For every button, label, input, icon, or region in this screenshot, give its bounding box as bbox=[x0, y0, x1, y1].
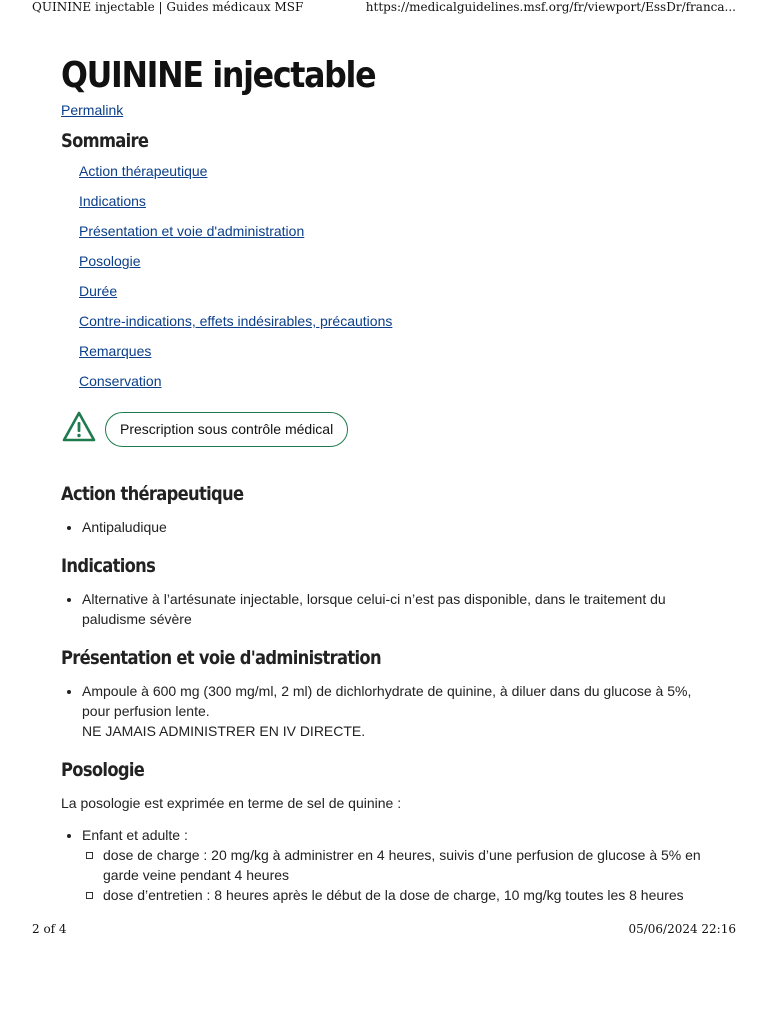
action-list bbox=[61, 517, 721, 537]
section-heading-action: Action thérapeutique bbox=[61, 483, 244, 505]
toc-item bbox=[79, 246, 721, 276]
toc-link-action[interactable]: Action thérapeutique bbox=[79, 163, 208, 179]
list-item bbox=[82, 825, 721, 905]
toc-heading: Sommaire bbox=[61, 130, 149, 152]
toc-list bbox=[61, 156, 721, 396]
list-item bbox=[82, 681, 721, 741]
section-indications bbox=[61, 555, 721, 629]
sub-list-item: dose d’entretien : 8 heures après le début de la dose de charge, 10 mg/kg toutes les 8 heures bbox=[103, 885, 721, 905]
print-header-url: https://medicalguidelines.msf.org/fr/viewport/EssDr/franca... bbox=[365, 0, 736, 14]
prescription-badge: Prescription sous contrôle médical bbox=[105, 412, 348, 447]
prescription-notice bbox=[61, 410, 721, 449]
list-item: • Antipaludique bbox=[82, 517, 721, 537]
section-heading-posologie: Posologie bbox=[61, 759, 145, 781]
posologie-sublist bbox=[82, 845, 721, 905]
print-header-title: QUININE injectable | Guides médicaux MSF bbox=[32, 0, 304, 14]
print-footer bbox=[32, 922, 736, 936]
toc-item bbox=[79, 366, 721, 396]
toc-item bbox=[79, 216, 721, 246]
page-number: 2 of 4 bbox=[32, 922, 67, 936]
warning-icon bbox=[61, 410, 105, 449]
toc-item bbox=[79, 336, 721, 366]
posologie-list bbox=[61, 825, 721, 905]
page-content bbox=[61, 46, 721, 910]
section-heading-presentation: Présentation et voie d'administration bbox=[61, 647, 381, 669]
section-presentation bbox=[61, 647, 721, 741]
toc-link-presentation[interactable]: Présentation et voie d'administration bbox=[79, 223, 305, 239]
section-action bbox=[61, 483, 721, 537]
presentation-list bbox=[61, 681, 721, 741]
toc-link-indications[interactable]: Indications bbox=[79, 193, 146, 209]
toc-link-remarques[interactable]: Remarques bbox=[79, 343, 152, 359]
toc-item bbox=[79, 186, 721, 216]
page-title: QUININE injectable bbox=[61, 55, 376, 96]
toc-link-posologie[interactable]: Posologie bbox=[79, 253, 141, 269]
print-header bbox=[32, 0, 736, 14]
posologie-group: Enfant et adulte : bbox=[82, 827, 188, 843]
toc-item bbox=[79, 306, 721, 336]
list-item: • Alternative à l’artésunate injectable, lorsque celui-ci n’est pas disponible, dans le traitement du paludisme sévère bbox=[82, 589, 721, 629]
toc-link-contre-indications[interactable]: Contre-indications, effets indésirables, précautions bbox=[79, 313, 393, 329]
presentation-text: Ampoule à 600 mg (300 mg/ml, 2 ml) de dichlorhydrate de quinine, à diluer dans du glucose à 5%, pour perfusion lente. bbox=[82, 683, 692, 719]
posologie-intro: La posologie est exprimée en terme de sel de quinine : bbox=[61, 795, 402, 811]
toc-item bbox=[79, 276, 721, 306]
section-posologie bbox=[61, 759, 721, 905]
indications-list bbox=[61, 589, 721, 629]
permalink-link[interactable]: Permalink bbox=[61, 102, 124, 118]
print-datetime: 05/06/2024 22:16 bbox=[628, 922, 736, 936]
presentation-warning: NE JAMAIS ADMINISTRER EN IV DIRECTE. bbox=[82, 723, 366, 739]
toc-link-conservation[interactable]: Conservation bbox=[79, 373, 162, 389]
section-heading-indications: Indications bbox=[61, 555, 156, 577]
sub-list-item: dose de charge : 20 mg/kg à administrer en 4 heures, suivis d’une perfusion de glucose à 5% en garde veine pendant 4 heures bbox=[103, 845, 721, 885]
toc-link-duree[interactable]: Durée bbox=[79, 283, 118, 299]
toc-item bbox=[79, 156, 721, 186]
